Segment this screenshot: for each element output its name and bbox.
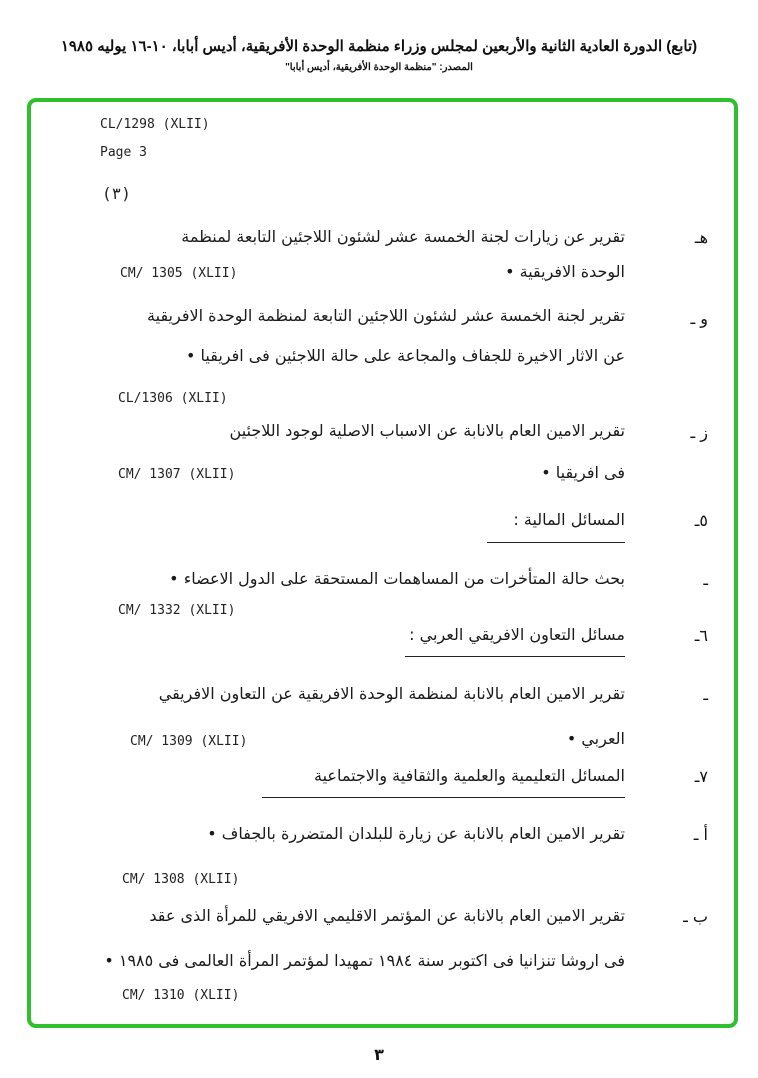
- item-marker: ـ: [703, 685, 708, 704]
- doc-code: CM/ 1310 (XLII): [122, 988, 240, 1003]
- page-label: Page 3: [100, 145, 147, 160]
- item-line: تقرير الامين العام بالانابة عن المؤتمر الاقليمي الافريقي للمرأة الذى عقد: [149, 906, 625, 925]
- doc-code: CM/ 1308 (XLII): [122, 872, 240, 887]
- item-line: بحث حالة المتأخرات من المساهمات المستحقة على الدول الاعضاء •: [169, 569, 625, 588]
- item-marker: ب ـ: [683, 907, 708, 926]
- section-marker: ٦ـ: [694, 626, 708, 645]
- page-number: ٣: [374, 1045, 384, 1064]
- section-underline: [262, 797, 625, 798]
- item-marker: هـ: [694, 228, 708, 247]
- item-line: تقرير الامين العام بالانابة عن زيارة للبلدان المتضررة بالجفاف •: [207, 824, 625, 843]
- item-line: تقرير لجنة الخمسة عشر لشئون اللاجئين التابعة لمنظمة الوحدة الافريقية: [147, 306, 625, 325]
- section-title: المسائل التعليمية والعلمية والثقافية والاجتماعية: [314, 766, 625, 785]
- item-marker: ـ: [703, 570, 708, 589]
- section-title: المسائل المالية :: [513, 510, 625, 529]
- doc-code: CM/ 1332 (XLII): [118, 603, 236, 618]
- item-marker: أ ـ: [693, 825, 708, 844]
- item-line: فى اروشا تنزانيا فى اكتوبر سنة ١٩٨٤ تمهيدا لمؤتمر المرأة العالمى فى ١٩٨٥ •: [104, 951, 625, 970]
- item-line: العربي •: [566, 729, 625, 748]
- section-title: مسائل التعاون الافريقي العربي :: [409, 625, 625, 644]
- item-marker: ز ـ: [690, 423, 708, 442]
- item-line: الوحدة الافريقية •: [505, 262, 625, 281]
- section-marker: ٧ـ: [694, 767, 708, 786]
- item-marker: و ـ: [690, 309, 708, 328]
- doc-code: CM/ 1305 (XLII): [120, 266, 238, 281]
- item-line: تقرير الامين العام بالانابة عن الاسباب الاصلية لوجود اللاجئين: [229, 421, 625, 440]
- header-title: (تابع) الدورة العادية الثانية والأربعين لمجلس وزراء منظمة الوحدة الأفريقية، أديس أبابا، ١٠-١٦ يوليه ١٩٨٥: [60, 38, 698, 55]
- item-line: تقرير الامين العام بالانابة لمنظمة الوحدة الافريقية عن التعاون الافريقي: [158, 684, 625, 703]
- header-source: المصدر: "منظمة الوحدة الأفريقية، أديس أبابا": [285, 62, 473, 73]
- doc-code: CL/1306 (XLII): [118, 391, 228, 406]
- item-line: فى افريقيا •: [541, 463, 625, 482]
- doc-code: CM/ 1307 (XLII): [118, 467, 236, 482]
- section-number: (٣): [102, 184, 131, 203]
- item-line: عن الاثار الاخيرة للجفاف والمجاعة على حالة اللاجئين فى افريقيا •: [186, 346, 625, 365]
- doc-code: CM/ 1309 (XLII): [130, 734, 248, 749]
- item-line: تقرير عن زيارات لجنة الخمسة عشر لشئون اللاجئين التابعة لمنظمة: [181, 227, 625, 246]
- section-marker: ٥ـ: [694, 511, 708, 530]
- section-underline: [405, 656, 625, 657]
- doc-ref: CL/1298 (XLII): [100, 117, 210, 132]
- section-underline: [487, 542, 625, 543]
